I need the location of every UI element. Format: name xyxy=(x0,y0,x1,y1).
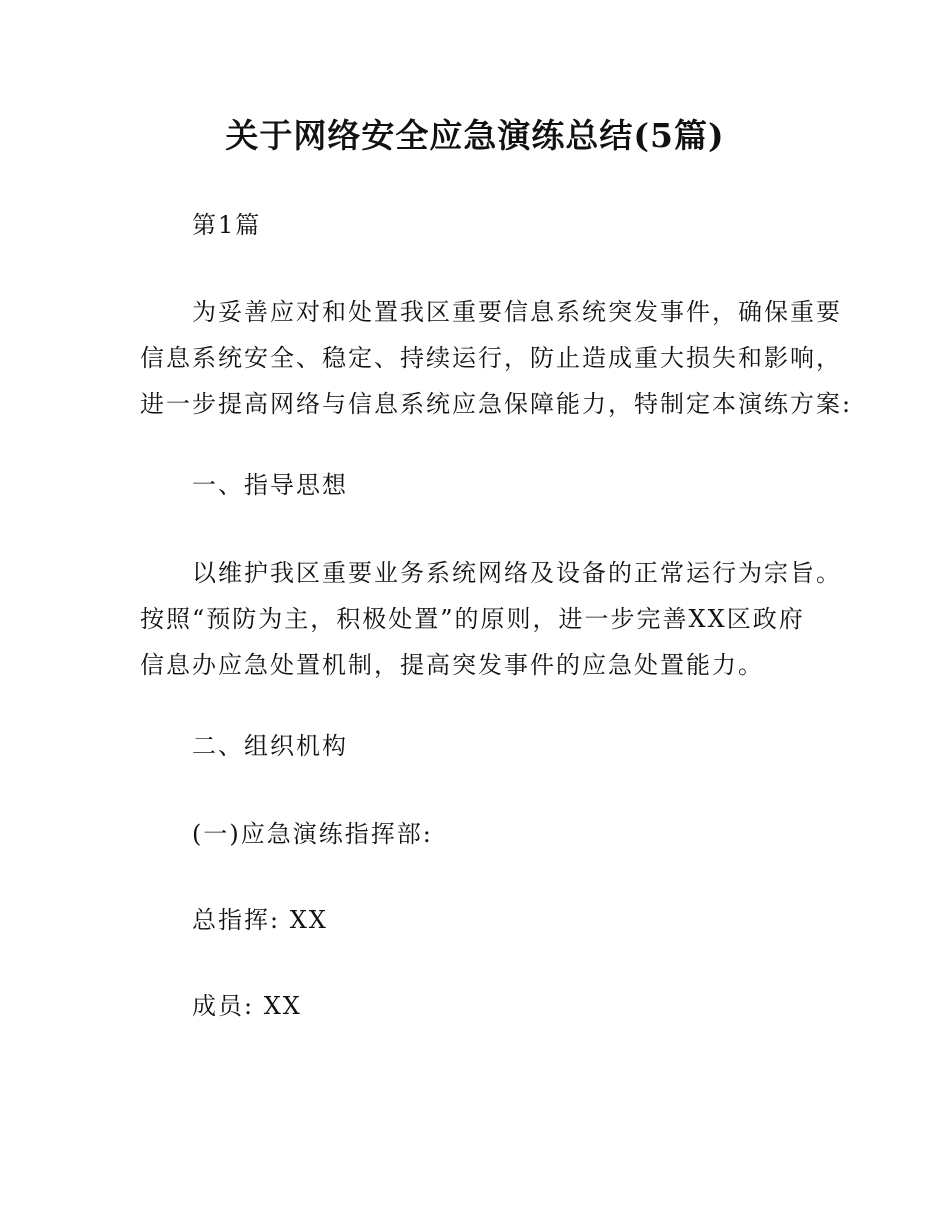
section-heading-organization: 二、组织机构 xyxy=(192,732,348,760)
guiding-line-1: 以维护我区重要业务系统网络及设备的正常运行为宗旨。 xyxy=(192,559,842,587)
section-heading-guiding-thought: 一、指导思想 xyxy=(192,471,348,499)
guiding-line-3: 信息办应急处置机制，提高突发事件的应急处置能力。 xyxy=(140,651,764,679)
guiding-line-2: 按照“预防为主，积极处置”的原则，进一步完善XX区政府 xyxy=(140,605,805,633)
subsection-heading-command: (一)应急演练指挥部: xyxy=(192,820,433,848)
intro-line-1: 为妥善应对和处置我区重要信息系统突发事件，确保重要 xyxy=(192,298,842,326)
members-line: 成员: XX xyxy=(192,992,302,1020)
guiding-thought-paragraph xyxy=(140,550,842,688)
part-label: 第1篇 xyxy=(192,211,262,239)
commander-line: 总指挥: XX xyxy=(192,906,328,934)
intro-line-2: 信息系统安全、稳定、持续运行，防止造成重大损失和影响， xyxy=(140,344,842,372)
intro-line-3: 进一步提高网络与信息系统应急保障能力，特制定本演练方案: xyxy=(140,390,853,418)
intro-paragraph xyxy=(140,289,853,427)
document-title: 关于网络安全应急演练总结(5篇) xyxy=(225,116,725,155)
